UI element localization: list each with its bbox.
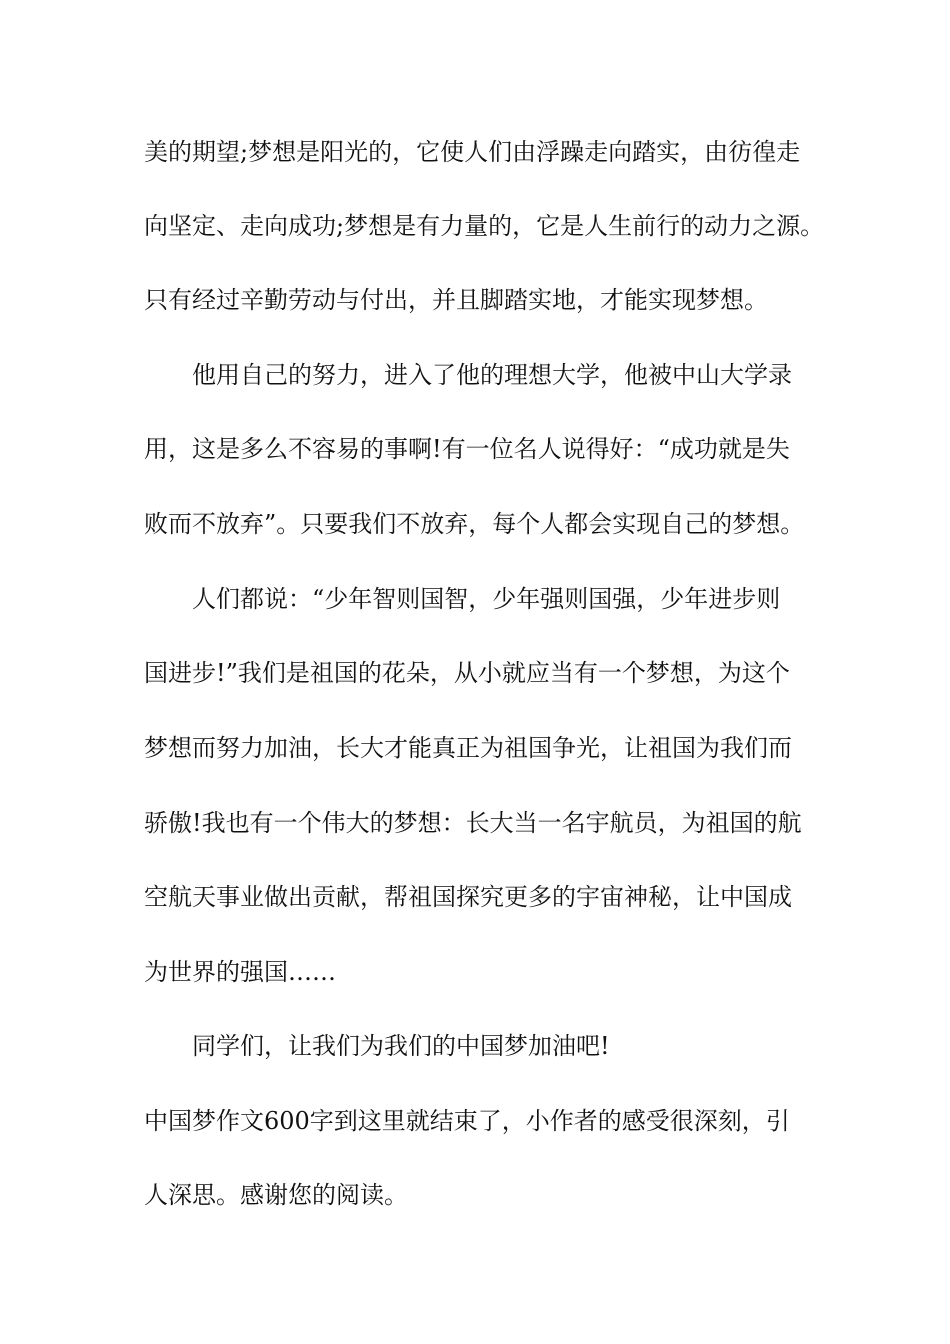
text-line: 空航天事业做出贡献，帮祖国探究更多的宇宙神秘，让中国成 <box>144 883 792 911</box>
paragraph-start-line: 同学们，让我们为我们的中国梦加油吧! <box>192 1032 610 1060</box>
text-line: 为世界的强国…… <box>144 958 336 986</box>
paragraph-start-line: 他用自己的努力，进入了他的理想大学，他被中山大学录 <box>192 361 792 389</box>
text-line: 中国梦作文600字到这里就结束了，小作者的感受很深刻，引 <box>144 1107 790 1135</box>
paragraph-start-line: 人们都说：“少年智则国智，少年强则国强，少年进步则 <box>192 585 781 613</box>
text-line: 美的期望;梦想是阳光的，它使人们由浮躁走向踏实，由彷徨走 <box>144 138 801 166</box>
text-line: 败而不放弃”。只要我们不放弃，每个人都会实现自己的梦想。 <box>144 510 805 538</box>
text-line: 只有经过辛勤劳动与付出，并且脚踏实地，才能实现梦想。 <box>144 286 768 314</box>
text-line: 用，这是多么不容易的事啊!有一位名人说得好：“成功就是失 <box>144 435 790 463</box>
text-line: 骄傲!我也有一个伟大的梦想：长大当一名宇航员，为祖国的航 <box>144 809 802 837</box>
text-line: 梦想而努力加油，长大才能真正为祖国争光，让祖国为我们而 <box>144 734 792 762</box>
text-line: 人深思。感谢您的阅读。 <box>144 1181 408 1209</box>
text-line: 国进步!”我们是祖国的花朵，从小就应当有一个梦想，为这个 <box>144 659 790 687</box>
text-line: 向坚定、走向成功;梦想是有力量的，它是人生前行的动力之源。 <box>144 212 825 240</box>
